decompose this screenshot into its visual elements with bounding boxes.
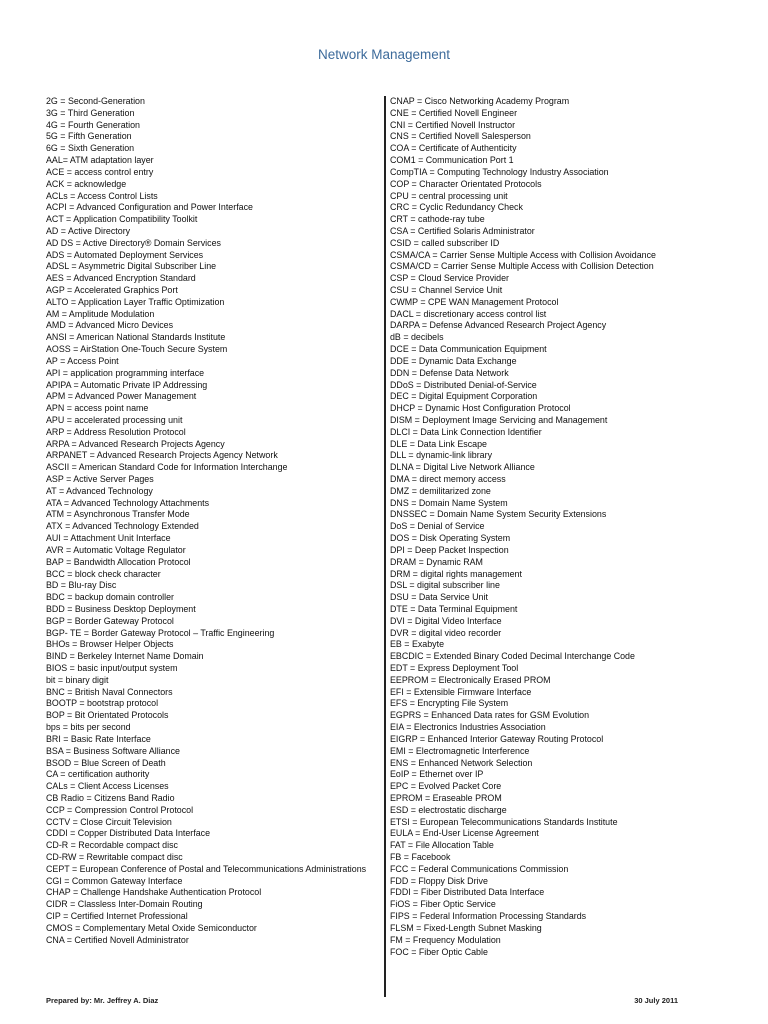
acronym-entry: APN = access point name — [46, 403, 149, 414]
acronym-entry: AP = Access Point — [46, 355, 119, 366]
acronym-entry: EIGRP = Enhanced Interior Gateway Routing Protocol — [390, 733, 604, 744]
acronym-entry: CRC = Cyclic Redundancy Check — [390, 202, 523, 213]
acronym-entry: BAP = Bandwidth Allocation Protocol — [46, 556, 191, 567]
page-title: Network Management — [317, 47, 451, 62]
acronym-entry: ETSI = European Telecommunications Standards Institute — [390, 816, 618, 827]
acronym-entry: CNE = Certified Novell Engineer — [390, 107, 518, 118]
acronym-entry: ACLs = Access Control Lists — [46, 190, 158, 201]
acronym-entry: CB Radio = Citizens Band Radio — [46, 792, 175, 803]
acronym-entry: DoS = Denial of Service — [390, 521, 485, 532]
acronym-entry: AUI = Attachment Unit Interface — [46, 533, 171, 544]
acronym-entry: DVI = Digital Video Interface — [390, 615, 502, 626]
acronym-entry: BDD = Business Desktop Deployment — [46, 603, 196, 614]
acronym-entry: COP = Character Orientated Protocols — [390, 178, 542, 189]
acronym-entry: DHCP = Dynamic Host Configuration Protocol — [390, 403, 571, 414]
acronym-entry: EFS = Encrypting File System — [390, 698, 509, 709]
acronym-entry: ARPANET = Advanced Research Projects Agency Network — [46, 450, 278, 461]
acronym-entry: ESD = electrostatic discharge — [390, 804, 507, 815]
acronym-entry: BIND = Berkeley Internet Name Domain — [46, 651, 204, 662]
acronym-entry: CGI = Common Gateway Interface — [46, 875, 183, 886]
acronym-entry: EEPROM = Electronically Erased PROM — [390, 674, 551, 685]
acronym-entry: BSA = Business Software Alliance — [46, 745, 180, 756]
acronym-entry: AM = Amplitude Modulation — [46, 308, 155, 319]
footer-prepared-by: Prepared by: Mr. Jeffrey A. Diaz — [46, 996, 159, 1005]
acronym-entry: 2G = Second-Generation — [46, 96, 145, 106]
acronym-entry: ALTO = Application Layer Traffic Optimization — [46, 296, 225, 307]
acronym-entry: ARPA = Advanced Research Projects Agency — [46, 438, 225, 449]
acronym-entry: APU = accelerated processing unit — [46, 414, 183, 425]
acronym-entry: ADSL = Asymmetric Digital Subscriber Line — [46, 261, 217, 272]
acronym-entry: AOSS = AirStation One-Touch Secure System — [46, 344, 228, 355]
acronym-entry: CNA = Certified Novell Administrator — [46, 934, 189, 945]
acronym-entry: DRAM = Dynamic RAM — [390, 556, 483, 567]
acronym-entry: ASCII = American Standard Code for Information Interchange — [46, 462, 288, 473]
acronym-entry: API = application programming interface — [46, 367, 205, 378]
acronym-entry: DTE = Data Terminal Equipment — [390, 603, 518, 614]
acronym-entry: BOOTP = bootstrap protocol — [46, 698, 159, 709]
acronym-entry: BCC = block check character — [46, 568, 161, 579]
acronym-entry: DISM = Deployment Image Servicing and Management — [390, 414, 608, 425]
acronym-entry: ATM = Asynchronous Transfer Mode — [46, 509, 190, 520]
acronym-entry: CNAP = Cisco Networking Academy Program — [390, 96, 570, 106]
acronym-list-left — [46, 96, 376, 947]
acronym-entry: AGP = Accelerated Graphics Port — [46, 285, 178, 295]
acronym-entry: 4G = Fourth Generation — [46, 119, 140, 130]
acronym-entry: DVR = digital video recorder — [390, 627, 502, 638]
acronym-entry: AMD = Advanced Micro Devices — [46, 320, 174, 331]
acronym-entry: CD-RW = Rewritable compact disc — [46, 852, 183, 862]
acronym-entry: DLE = Data Link Escape — [390, 438, 487, 449]
acronym-entry: DACL = discretionary access control list — [390, 308, 547, 319]
acronym-entry: ASP = Active Server Pages — [46, 474, 154, 484]
acronym-entry: ATX = Advanced Technology Extended — [46, 521, 199, 532]
acronym-entry: DMZ = demilitarized zone — [390, 485, 491, 496]
acronym-entry: ACE = access control entry — [46, 166, 154, 177]
acronym-entry: BSOD = Blue Screen of Death — [46, 757, 166, 768]
acronym-entry: CSMA/CD = Carrier Sense Multiple Access with Collision Detection — [390, 261, 654, 272]
acronym-entry: ENS = Enhanced Network Selection — [390, 757, 533, 768]
acronym-entry: DDE = Dynamic Data Exchange — [390, 355, 517, 366]
acronym-entry: ACT = Application Compatibility Toolkit — [46, 214, 198, 225]
acronym-entry: DSU = Data Service Unit — [390, 592, 488, 603]
acronym-entry: EBCDIC = Extended Binary Coded Decimal Interchange Code — [390, 651, 635, 662]
acronym-entry: BRI = Basic Rate Interface — [46, 733, 151, 744]
acronym-entry: CSID = called subscriber ID — [390, 237, 500, 248]
acronym-entry: AES = Advanced Encryption Standard — [46, 273, 196, 284]
acronym-entry: AAL= ATM adaptation layer — [46, 155, 154, 166]
acronym-entry: DEC = Digital Equipment Corporation — [390, 391, 538, 402]
acronym-entry: CALs = Client Access Licenses — [46, 781, 169, 792]
acronym-entry: DDoS = Distributed Denial-of-Service — [390, 379, 537, 390]
acronym-entry: ATA = Advanced Technology Attachments — [46, 497, 210, 508]
acronym-entry: FLSM = Fixed-Length Subnet Masking — [390, 922, 542, 933]
acronym-entry: EULA = End-User License Agreement — [390, 828, 539, 839]
acronym-entry: BNC = British Naval Connectors — [46, 686, 173, 697]
acronym-entry: ACPI = Advanced Configuration and Power Interface — [46, 202, 253, 213]
acronym-entry: CA = certification authority — [46, 769, 150, 780]
acronym-entry: BGP- TE = Border Gateway Protocol – Traffic Engineering — [46, 627, 275, 638]
acronym-entry: CNI = Certified Novell Instructor — [390, 119, 516, 130]
acronym-entry: DLL = dynamic-link library — [390, 450, 493, 461]
acronym-entry: APM = Advanced Power Management — [46, 391, 197, 402]
acronym-entry: AD = Active Directory — [46, 225, 131, 236]
acronym-entry: EGPRS = Enhanced Data rates for GSM Evolution — [390, 710, 590, 721]
acronym-entry: BHOs = Browser Helper Objects — [46, 639, 174, 650]
acronym-entry: DMA = direct memory access — [390, 474, 506, 484]
acronym-entry: 6G = Sixth Generation — [46, 143, 135, 154]
acronym-entry: 5G = Fifth Generation — [46, 131, 132, 142]
acronym-entry: DRM = digital rights management — [390, 568, 522, 579]
acronym-entry: DOS = Disk Operating System — [390, 533, 511, 544]
acronym-entry: CompTIA = Computing Technology Industry Association — [390, 166, 609, 177]
acronym-entry: COM1 = Communication Port 1 — [390, 155, 514, 166]
acronym-entry: CDDI = Copper Distributed Data Interface — [46, 828, 211, 839]
acronym-entry: APIPA = Automatic Private IP Addressing — [46, 379, 208, 390]
acronym-entry: 3G = Third Generation — [46, 107, 135, 118]
acronym-entry: DCE = Data Communication Equipment — [390, 344, 547, 355]
acronym-entry: bit = binary digit — [46, 674, 109, 685]
acronym-entry: EMI = Electromagnetic Interference — [390, 745, 530, 756]
acronym-entry: FDD = Floppy Disk Drive — [390, 875, 488, 886]
acronym-entry: CWMP = CPE WAN Management Protocol — [390, 296, 559, 307]
acronym-entry: FOC = Fiber Optic Cable — [390, 946, 488, 957]
acronym-entry: CPU = central processing unit — [390, 190, 508, 201]
acronym-entry: CIDR = Classless Inter-Domain Routing — [46, 899, 203, 910]
acronym-entry: FCC = Federal Communications Commission — [390, 863, 569, 874]
acronym-entry: ADS = Automated Deployment Services — [46, 249, 204, 260]
acronym-entry: CSMA/CA = Carrier Sense Multiple Access with Collision Avoidance — [390, 249, 656, 260]
acronym-entry: FDDI = Fiber Distributed Data Interface — [390, 887, 545, 898]
acronym-entry: DARPA = Defense Advanced Research Project Agency — [390, 320, 607, 331]
acronym-entry: DSL = digital subscriber line — [390, 580, 500, 591]
acronym-list-right — [390, 96, 720, 958]
acronym-entry: DLNA = Digital Live Network Alliance — [390, 462, 535, 473]
acronym-entry: COA = Certificate of Authenticity — [390, 143, 517, 154]
acronym-entry: EPC = Evolved Packet Core — [390, 781, 502, 792]
acronym-entry: CMOS = Complementary Metal Oxide Semiconductor — [46, 922, 257, 933]
column-divider — [384, 96, 386, 997]
acronym-entry: bps = bits per second — [46, 722, 131, 733]
acronym-entry: CCP = Compression Control Protocol — [46, 804, 194, 815]
acronym-entry: CRT = cathode-ray tube — [390, 214, 485, 225]
acronym-entry: ANSI = American National Standards Institute — [46, 332, 226, 343]
acronym-entry: AD DS = Active Directory® Domain Services — [46, 237, 221, 248]
acronym-entry: BGP = Border Gateway Protocol — [46, 615, 174, 626]
acronym-entry: BDC = backup domain controller — [46, 592, 175, 603]
acronym-entry: FIPS = Federal Information Processing Standards — [390, 911, 587, 922]
acronym-entry: CEPT = European Conference of Postal and Telecommunications Administrations — [46, 863, 367, 874]
acronym-entry: BD = Blu-ray Disc — [46, 580, 117, 591]
acronym-entry: BIOS = basic input/output system — [46, 663, 178, 673]
acronym-entry: DPI = Deep Packet Inspection — [390, 544, 509, 555]
acronym-entry: CIP = Certified Internet Professional — [46, 911, 188, 922]
acronym-entry: CHAP = Challenge Handshake Authentication Protocol — [46, 887, 262, 898]
acronym-entry: EPROM = Eraseable PROM — [390, 792, 502, 803]
acronym-entry: CSA = Certified Solaris Administrator — [390, 225, 535, 236]
acronym-entry: dB = decibels — [390, 332, 444, 343]
acronym-entry: CCTV = Close Circuit Television — [46, 816, 172, 827]
acronym-entry: DNS = Domain Name System — [390, 497, 508, 508]
acronym-entry: BOP = Bit Orientated Protocols — [46, 710, 169, 721]
acronym-entry: DDN = Defense Data Network — [390, 367, 509, 378]
acronym-entry: DNSSEC = Domain Name System Security Extensions — [390, 509, 607, 520]
acronym-entry: FAT = File Allocation Table — [390, 840, 494, 851]
acronym-entry: CD-R = Recordable compact disc — [46, 840, 178, 851]
acronym-entry: AVR = Automatic Voltage Regulator — [46, 544, 186, 555]
acronym-entry: FiOS = Fiber Optic Service — [390, 899, 496, 910]
acronym-entry: CSP = Cloud Service Provider — [390, 273, 509, 284]
footer-date: 30 July 2011 — [634, 996, 678, 1005]
acronym-entry: FM = Frequency Modulation — [390, 934, 501, 945]
acronym-entry: ACK = acknowledge — [46, 178, 127, 189]
acronym-entry: EDT = Express Deployment Tool — [390, 663, 519, 673]
acronym-entry: EFI = Extensible Firmware Interface — [390, 686, 532, 697]
acronym-entry: CNS = Certified Novell Salesperson — [390, 131, 531, 142]
acronym-entry: EB = Exabyte — [390, 639, 445, 650]
acronym-entry: FB = Facebook — [390, 852, 451, 862]
acronym-entry: DLCI = Data Link Connection Identifier — [390, 426, 542, 437]
acronym-entry: ARP = Address Resolution Protocol — [46, 426, 186, 437]
acronym-entry: EIA = Electronics Industries Association — [390, 722, 546, 733]
acronym-entry: AT = Advanced Technology — [46, 485, 153, 496]
acronym-entry: EoIP = Ethernet over IP — [390, 769, 484, 780]
acronym-entry: CSU = Channel Service Unit — [390, 285, 503, 295]
